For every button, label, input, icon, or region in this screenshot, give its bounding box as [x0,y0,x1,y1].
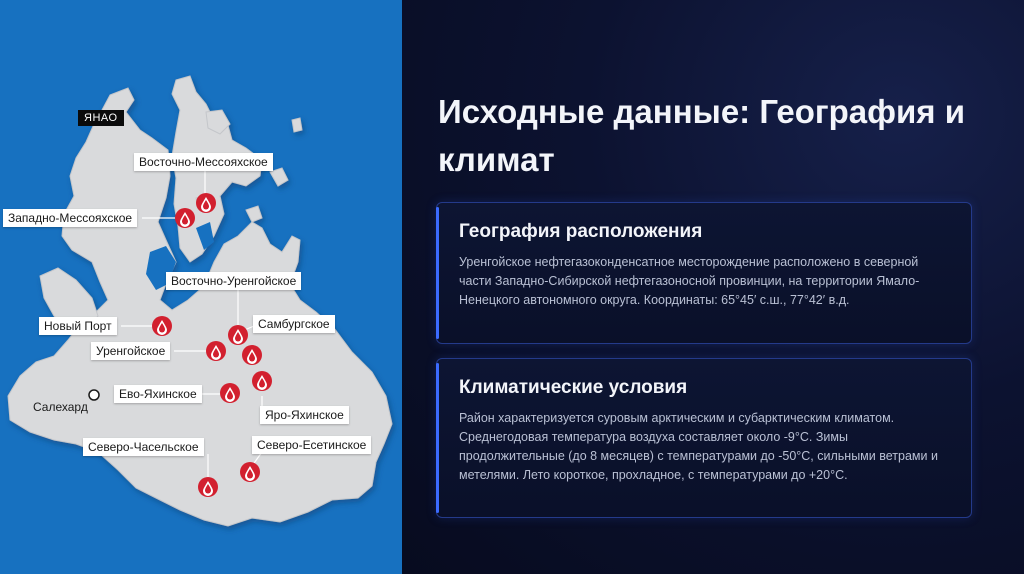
oil-drop-icon [240,462,260,482]
field-label: Северо-Часельское [83,438,204,456]
oil-drop-icon [252,371,272,391]
oil-drop-icon [175,208,195,228]
slide-title: Исходные данные: География и климат [438,93,966,178]
map-panel [0,0,402,574]
land-mass [8,76,392,526]
card-heading: Климатические условия [459,377,688,398]
oil-drop-icon [242,345,262,365]
oil-drop-icon [198,477,218,497]
oil-drop-icon [206,341,226,361]
city-marker-icon [89,390,99,400]
card-heading: География расположения [459,221,703,242]
climate-card [436,358,972,518]
geography-card [436,202,972,344]
field-label: Новый Порт [39,317,117,335]
field-label: Восточно-Мессояхское [134,153,273,171]
region-tag: ЯНАО [78,110,124,126]
oil-drop-icon [228,325,248,345]
field-label: Западно-Мессояхское [3,209,137,227]
field-label: Восточно-Уренгойское [166,272,301,290]
field-label: Самбургское [253,315,335,333]
field-label: Северо-Есетинское [252,436,371,454]
oil-drop-icon [196,193,216,213]
card-text: Уренгойское нефтегазоконденсатное месторождение расположено в северной части Западно-Сибирской нефтегазоносной провинции, на территории Ямало-Ненецкого автономного округа. Координаты: 65°45′ с.ш., 77°42′ в.д. [459,255,920,307]
field-label: Уренгойское [91,342,170,360]
city-label: Салехард [33,400,88,414]
content-panel [402,0,1024,574]
oil-drop-icon [220,383,240,403]
field-label: Яро-Яхинское [260,406,349,424]
card-accent [436,207,439,339]
oil-drop-icon [152,316,172,336]
card-text: Район характеризуется суровым арктическим и субарктическим климатом. Среднегодовая температура воздуха составляет около -9°C. Зимы продолжительные (до 8 месяцев) с температурами до -50°C, сильными ветрами и метелями. Лето короткое, прохладное, с температурами до +20°C. [459,411,938,482]
card-accent [436,363,439,513]
field-label: Ево-Яхинское [114,385,202,403]
